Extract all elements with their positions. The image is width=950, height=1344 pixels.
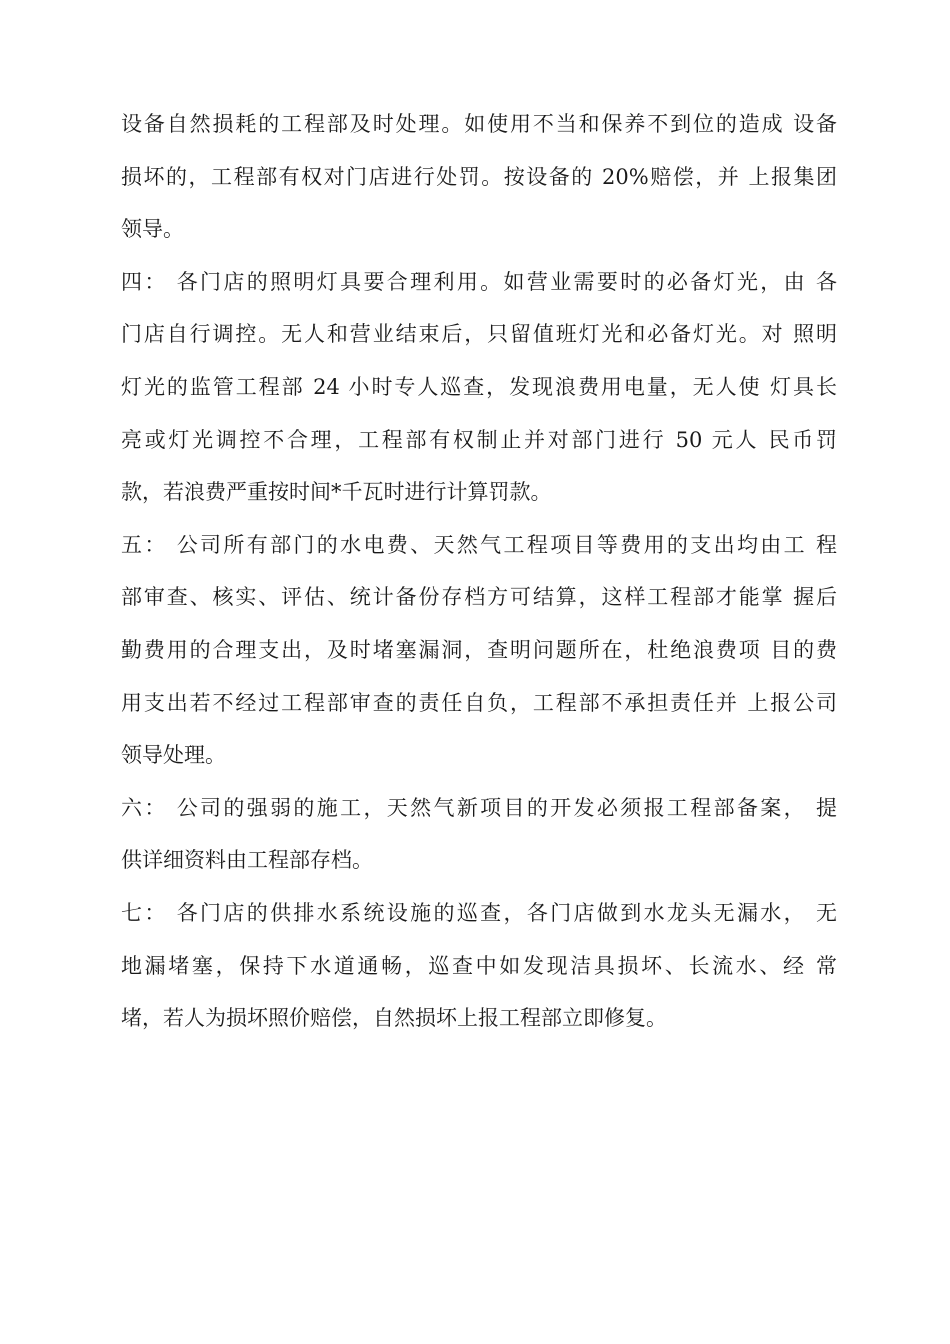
text-line: 六： 公司的强弱的施工，天然气新项目的开发必须报工程部备案， 提 xyxy=(121,795,837,820)
text-line: 损坏的，工程部有权对门店进行处罚。按设备的 20%赔偿，并 上报集团 xyxy=(121,164,837,189)
text-line: 四： 各门店的照明灯具要合理利用。如营业需要时的必备灯光，由 各 xyxy=(121,269,837,294)
text-line: 勤费用的合理支出，及时堵塞漏洞，查明问题所在，杜绝浪费项 目的费 xyxy=(121,637,837,662)
text-line: 门店自行调控。无人和营业结束后，只留值班灯光和必备灯光。对 照明 xyxy=(121,322,837,347)
document-body xyxy=(121,98,837,1045)
text-line: 灯光的监管工程部 24 小时专人巡查，发现浪费用电量，无人使 灯具长 xyxy=(121,374,837,399)
text-line: 领导处理。 xyxy=(121,743,226,768)
text-line: 供详细资料由工程部存档。 xyxy=(121,848,373,873)
text-line: 领导。 xyxy=(121,217,184,242)
text-line: 设备自然损耗的工程部及时处理。如使用不当和保养不到位的造成 设备 xyxy=(121,112,837,136)
text-line: 堵，若人为损坏照价赔偿，自然损坏上报工程部立即修复。 xyxy=(121,1006,667,1031)
text-line: 亮或灯光调控不合理，工程部有权制止并对部门进行 50 元人 民币罚 xyxy=(121,427,837,452)
text-line: 七： 各门店的供排水系统设施的巡查，各门店做到水龙头无漏水， 无 xyxy=(121,900,837,925)
text-line: 用支出若不经过工程部审查的责任自负，工程部不承担责任并 上报公司 xyxy=(121,690,837,715)
text-line: 地漏堵塞，保持下水道通畅，巡查中如发现洁具损坏、长流水、经 常 xyxy=(121,953,837,978)
text-line: 部审查、核实、评估、统计备份存档方可结算，这样工程部才能掌 握后 xyxy=(121,585,837,610)
text-line: 五： 公司所有部门的水电费、天然气工程项目等费用的支出均由工 程 xyxy=(121,532,837,557)
text-line: 款，若浪费严重按时间*千瓦时进行计算罚款。 xyxy=(121,480,552,505)
